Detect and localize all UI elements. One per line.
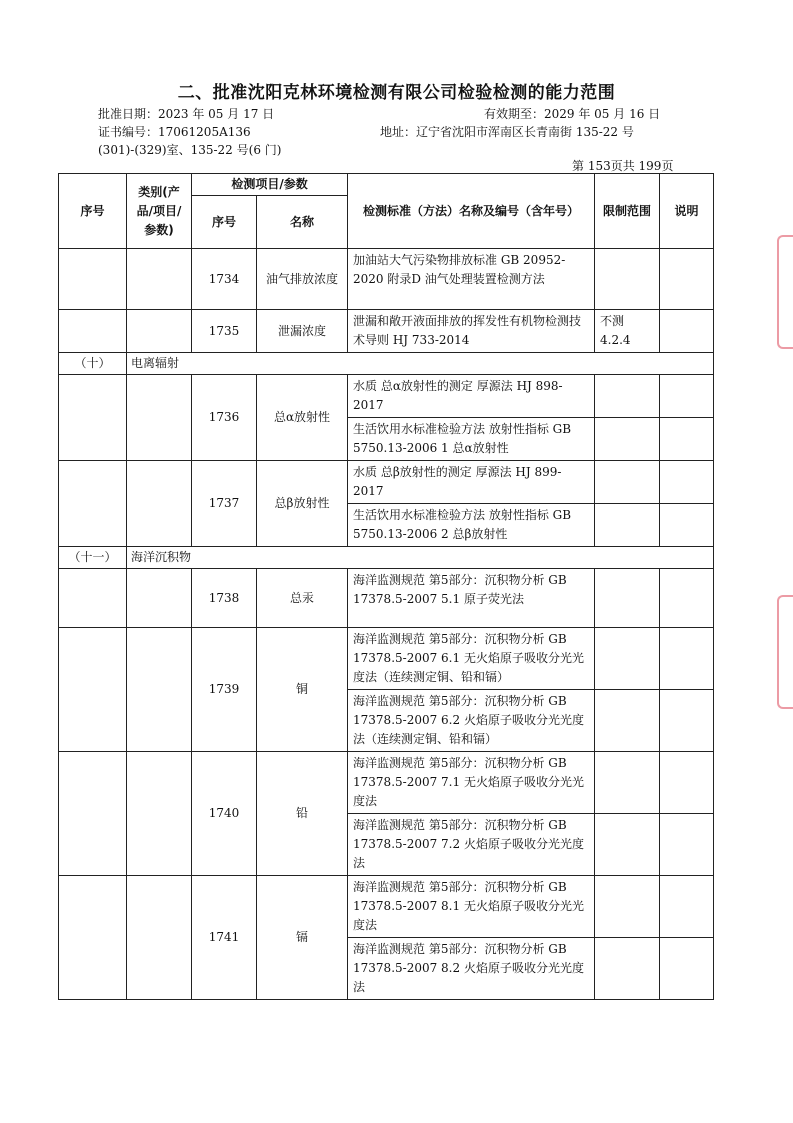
header-item-group: 检测项目/参数 bbox=[192, 174, 348, 196]
item-number: 1739 bbox=[192, 628, 257, 752]
table-row bbox=[59, 310, 714, 353]
header-limit: 限制范围 bbox=[595, 174, 660, 249]
seal-stamp-bottom bbox=[777, 595, 793, 709]
section-row bbox=[59, 547, 714, 569]
section-title: 海洋沉积物 bbox=[127, 547, 714, 569]
standard: 海洋监测规范 第5部分：沉积物分析 GB 17378.5-2007 6.2 火焰原子吸收分光光度法（连续测定铜、铅和镉） bbox=[348, 690, 595, 752]
header-category: 类别(产品/项目/参数) bbox=[127, 174, 192, 249]
standard: 海洋监测规范 第5部分：沉积物分析 GB 17378.5-2007 7.2 火焰原子吸收分光光度法 bbox=[348, 814, 595, 876]
item-number: 1736 bbox=[192, 375, 257, 461]
header-item-name: 名称 bbox=[257, 196, 348, 249]
standard: 加油站大气污染物排放标准 GB 20952-2020 附录D 油气处理装置检测方法 bbox=[348, 249, 595, 310]
limit: 不测 4.2.4 bbox=[595, 310, 660, 353]
item-name: 总α放射性 bbox=[257, 375, 348, 461]
page-number: 第 153页共 199页 bbox=[572, 159, 674, 173]
seal-stamp-top bbox=[777, 235, 793, 349]
header-item-seq: 序号 bbox=[192, 196, 257, 249]
standard: 海洋监测规范 第5部分：沉积物分析 GB 17378.5-2007 8.2 火焰原子吸收分光光度法 bbox=[348, 938, 595, 1000]
standard: 海洋监测规范 第5部分：沉积物分析 GB 17378.5-2007 8.1 无火焰原子吸收分光光度法 bbox=[348, 876, 595, 938]
header-note: 说明 bbox=[660, 174, 714, 249]
item-name: 油气排放浓度 bbox=[257, 249, 348, 310]
table-row bbox=[59, 461, 714, 504]
item-number: 1737 bbox=[192, 461, 257, 547]
item-number: 1741 bbox=[192, 876, 257, 1000]
item-number: 1735 bbox=[192, 310, 257, 353]
section-title: 电离辐射 bbox=[127, 353, 714, 375]
page-title: 二、批准沈阳克林环境检测有限公司检验检测的能力范围 bbox=[177, 83, 616, 103]
item-name: 总汞 bbox=[257, 569, 348, 628]
section-row bbox=[59, 353, 714, 375]
table-row bbox=[59, 375, 714, 418]
section-number: （十） bbox=[59, 353, 127, 375]
standard: 海洋监测规范 第5部分：沉积物分析 GB 17378.5-2007 5.1 原子荧光法 bbox=[348, 569, 595, 628]
capability-table bbox=[58, 173, 714, 1000]
standard: 水质 总β放射性的测定 厚源法 HJ 899-2017 bbox=[348, 461, 595, 504]
approval-date: 批准日期：2023 年 05 月 17 日 bbox=[98, 107, 275, 121]
standard: 泄漏和敞开液面排放的挥发性有机物检测技术导则 HJ 733-2014 bbox=[348, 310, 595, 353]
cert-number: 证书编号：17061205A136 bbox=[98, 125, 251, 139]
table-row bbox=[59, 249, 714, 310]
header-standard: 检测标准（方法）名称及编号（含年号） bbox=[348, 174, 595, 249]
item-name: 镉 bbox=[257, 876, 348, 1000]
table-row bbox=[59, 876, 714, 938]
standard: 水质 总α放射性的测定 厚源法 HJ 898-2017 bbox=[348, 375, 595, 418]
address-continued: (301)-(329)室、135-22 号(6 门) bbox=[98, 143, 282, 157]
item-name: 铅 bbox=[257, 752, 348, 876]
header-seq: 序号 bbox=[59, 174, 127, 249]
section-number: （十一） bbox=[59, 547, 127, 569]
item-name: 总β放射性 bbox=[257, 461, 348, 547]
item-number: 1738 bbox=[192, 569, 257, 628]
standard: 海洋监测规范 第5部分：沉积物分析 GB 17378.5-2007 7.1 无火焰原子吸收分光光度法 bbox=[348, 752, 595, 814]
limit bbox=[595, 249, 660, 310]
table-row bbox=[59, 752, 714, 814]
table-row bbox=[59, 569, 714, 628]
standard: 生活饮用水标准检验方法 放射性指标 GB 5750.13-2006 2 总β放射性 bbox=[348, 504, 595, 547]
item-name: 泄漏浓度 bbox=[257, 310, 348, 353]
address: 地址：辽宁省沈阳市浑南区长青南街 135-22 号 bbox=[380, 125, 634, 139]
valid-until: 有效期至：2029 年 05 月 16 日 bbox=[484, 107, 661, 121]
table-row bbox=[59, 628, 714, 690]
item-name: 铜 bbox=[257, 628, 348, 752]
standard: 生活饮用水标准检验方法 放射性指标 GB 5750.13-2006 1 总α放射性 bbox=[348, 418, 595, 461]
table-header-row bbox=[59, 174, 714, 196]
standard: 海洋监测规范 第5部分：沉积物分析 GB 17378.5-2007 6.1 无火焰原子吸收分光光度法（连续测定铜、铅和镉） bbox=[348, 628, 595, 690]
item-number: 1740 bbox=[192, 752, 257, 876]
item-number: 1734 bbox=[192, 249, 257, 310]
